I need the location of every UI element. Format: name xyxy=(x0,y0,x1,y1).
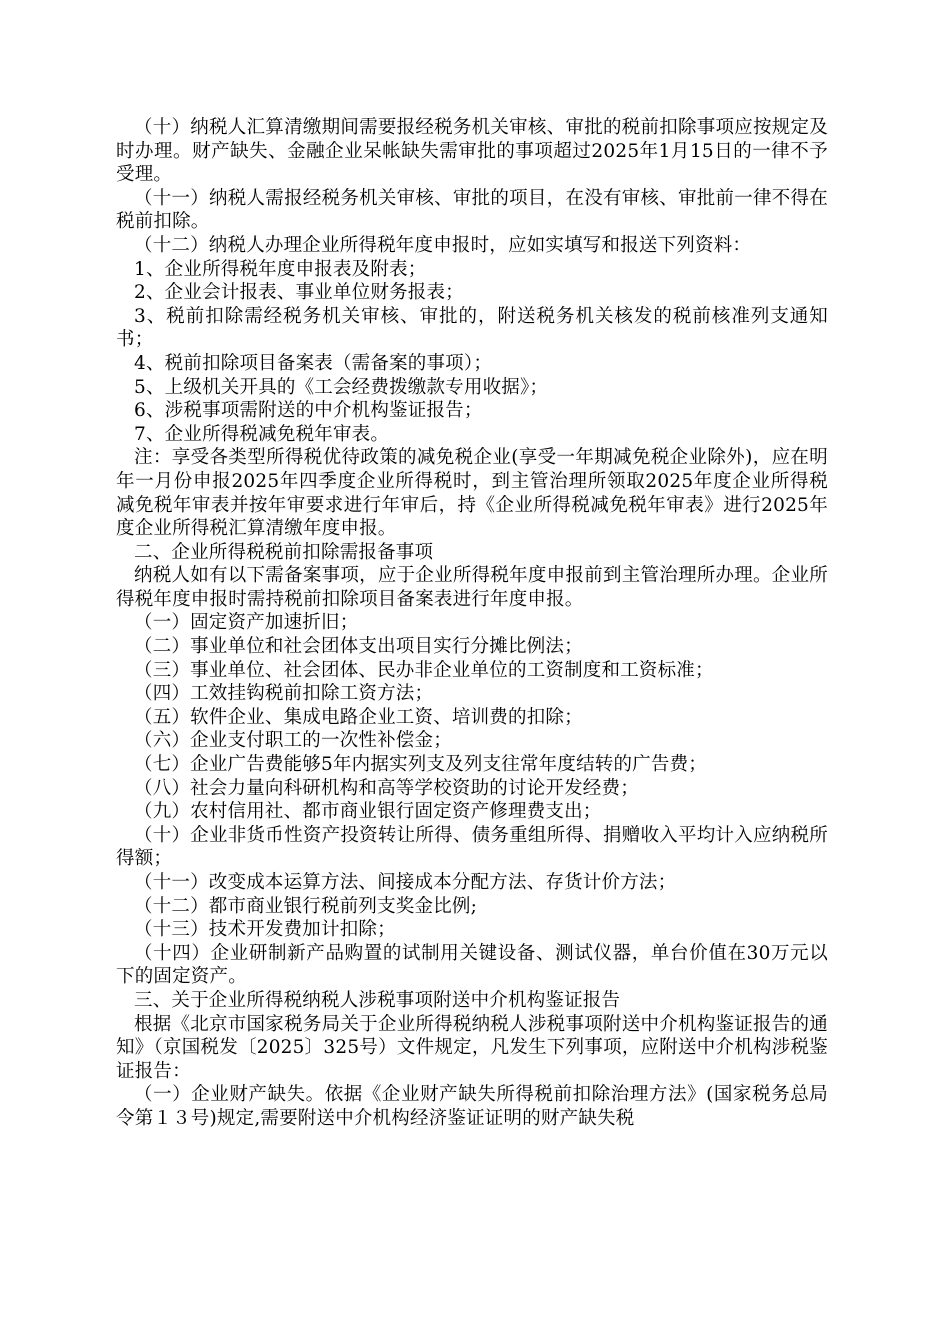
list-item: （四）工效挂钩税前扣除工资方法； xyxy=(134,683,434,705)
list-item: （六）企业支付职工的一次性补偿金； xyxy=(134,730,452,752)
paragraph: （十二）纳税人办理企业所得税年度申报时，应如实填写和报送下列资料： xyxy=(134,234,752,256)
paragraph: （十）纳税人汇算清缴期间需要报经税务机关审核、审批的税前扣除事项应按规定及时办理。财产缺失、金融企业呆帐缺失需审批的事项超过2025年1月15日的一律不予受理。 xyxy=(116,117,828,186)
list-item: （八）社会力量向科研机构和高等学校资助的讨论开发经费； xyxy=(134,777,639,799)
list-item: （九）农村信用社、都市商业银行固定资产修理费支出； xyxy=(134,801,602,823)
list-item: （一）固定资产加速折旧； xyxy=(134,612,359,634)
list-item: 6、涉税事项需附送的中介机构鉴证报告； xyxy=(134,400,483,422)
list-item: 2、企业会计报表、事业单位财务报表； xyxy=(134,282,464,304)
section-heading: 三、关于企业所得税纳税人涉税事项附送中介机构鉴证报告 xyxy=(134,989,621,1011)
list-item: 4、税前扣除项目备案表（需备案的事项）； xyxy=(134,352,493,374)
document-body xyxy=(116,116,828,1131)
list-item: （十四）企业研制新产品购置的试制用关键设备、测试仪器，单台价值在30万元以下的固定资产。 xyxy=(116,942,828,988)
list-item: 3、税前扣除需经税务机关审核、审批的，附送税务机关核发的税前核准列支通知书； xyxy=(116,305,828,351)
list-item: （五）软件企业、集成电路企业工资、培训费的扣除； xyxy=(134,706,583,728)
list-item: （十一）改变成本运算方法、间接成本分配方法、存货计价方法； xyxy=(134,872,677,893)
list-item: 5、上级机关开具的《工会经费拨缴款专用收据》； xyxy=(134,376,549,398)
paragraph: 根据《北京市国家税务局关于企业所得税纳税人涉税事项附送中介机构鉴证报告的通知》（京国税发〔2025〕325号）文件规定，凡发生下列事项，应附送中介机构涉税鉴证报告： xyxy=(116,1013,828,1082)
list-item: （十三）技术开发费加计扣除； xyxy=(134,919,396,941)
list-item: （三）事业单位、社会团体、民办非企业单位的工资制度和工资标准； xyxy=(134,659,714,681)
list-item: （十）企业非货币性资产投资转让所得、债务重组所得、捐赠收入平均计入应纳税所得额； xyxy=(116,824,828,870)
list-item: 1、企业所得税年度申报表及附表； xyxy=(134,258,427,280)
list-item: 7、企业所得税减免税年审表。 xyxy=(134,423,390,445)
list-item: （十二）都市商业银行税前列支奖金比例; xyxy=(134,895,478,917)
note-paragraph: 注：享受各类型所得税优待政策的减免税企业(享受一年期减免税企业除外)，应在明年一月份申报2025年四季度企业所得税时，到主管治理所领取2025年度企业所得税减免税年审表并按年审要求进行年审后，持《企业所得税减免税年审表》进行2025年度企业所得税汇算清缴年度申报。 xyxy=(116,447,828,540)
paragraph: （十一）纳税人需报经税务机关审核、审批的项目，在没有审核、审批前一律不得在税前扣除。 xyxy=(116,187,828,233)
paragraph: 纳税人如有以下需备案事项，应于企业所得税年度申报前到主管治理所办理。企业所得税年度申报时需持税前扣除项目备案表进行年度申报。 xyxy=(116,565,828,610)
paragraph: （一）企业财产缺失。依据《企业财产缺失所得税前扣除治理方法》(国家税务总局令第１３号)规定,需要附送中介机构经济鉴证证明的财产缺失税 xyxy=(116,1084,828,1129)
list-item: （二）事业单位和社会团体支出项目实行分摊比例法； xyxy=(134,636,583,658)
section-heading: 二、企业所得税税前扣除需报备事项 xyxy=(134,541,434,563)
list-item: （七）企业广告费能够5年内据实列支及列支往常年度结转的广告费； xyxy=(134,754,707,776)
